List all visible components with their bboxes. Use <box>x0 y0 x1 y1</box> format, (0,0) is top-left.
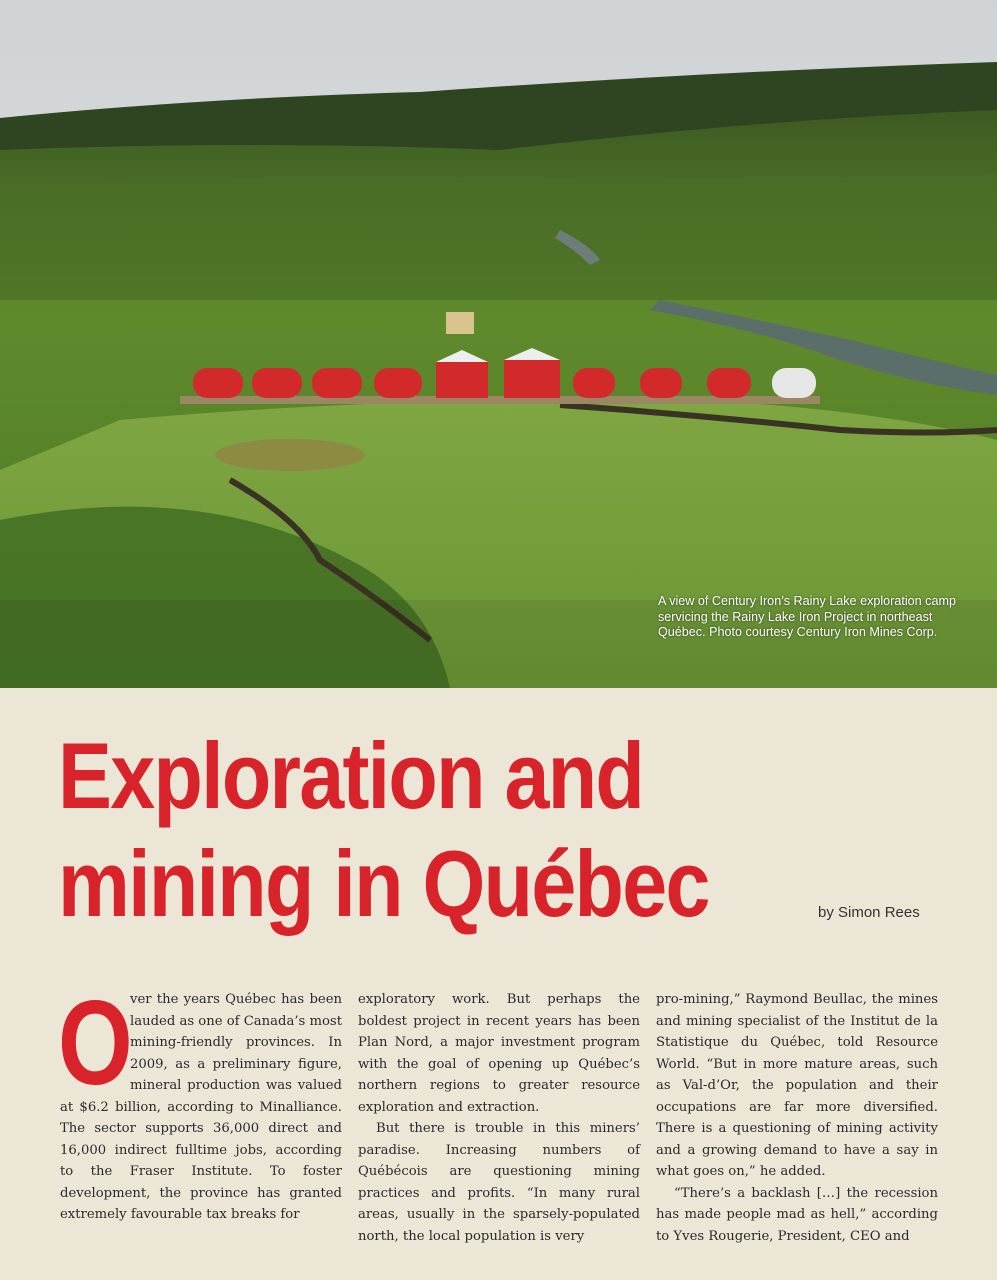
paragraph: “There’s a backlash […] the recession has made people mad as hell,” according to Yves Rougerie, President, CEO and <box>656 1185 938 1244</box>
paragraph: But there is trouble in this miners’ paradise. Increasing numbers of Québécois are questioning mining practices and profits. “In many rural areas, usually in the sparsely-populated north, the local population is very <box>358 1121 640 1244</box>
article-title <box>58 722 709 938</box>
photo-caption: A view of Century Iron’s Rainy Lake exploration camp servicing the Rainy Lake Iron Project in northeast Québec. Photo courtesy Century Iron Mines Corp. <box>658 594 956 639</box>
title-line-2: mining in Québec <box>58 831 709 936</box>
byline: by Simon Rees <box>818 904 920 921</box>
drop-cap: O <box>58 976 133 1110</box>
article-column-3 <box>656 989 938 1244</box>
paragraph: pro-mining,” Raymond Beullac, the mines and mining specialist of the Institut de la Statistique du Québec, told Resource World. “But in more mature areas, such as Val-d’Or, the population and their occupations are far more diversified. There is a questioning of mining activity and a growing demand to have a say in what goes on,” he added. <box>656 992 938 1179</box>
paragraph: ver the years Québec has been lauded as one of Canada’s most mining-friendly provinces. In 2009, as a preliminary figure, mineral production was valued at $6.2 billion, according to Minalliance. The sector supports 36,000 direct and 16,000 indirect fulltime jobs, according to the Fraser Institute. To foster development, the province has granted extremely favourable tax breaks for <box>60 992 342 1222</box>
paragraph: exploratory work. But perhaps the boldest project in recent years has been Plan Nord, a major investment program with the goal of opening up Québec’s northern regions to greater resource exploration and extraction. <box>358 992 640 1115</box>
title-line-1: Exploration and <box>58 723 644 828</box>
article-column-2 <box>358 989 640 1244</box>
article-column-1 <box>58 976 342 1229</box>
